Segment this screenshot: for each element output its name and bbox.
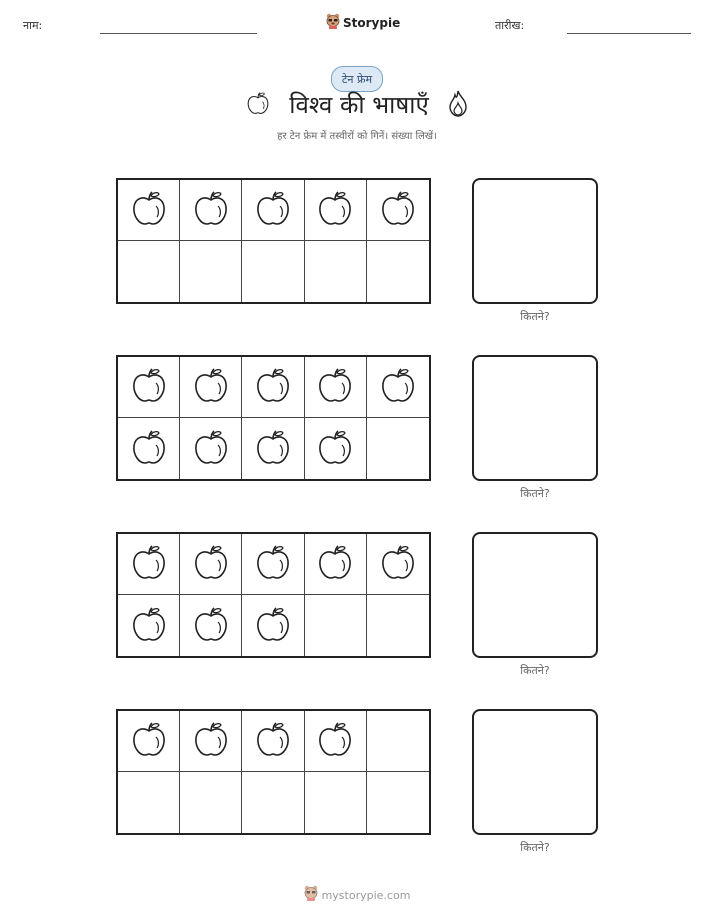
ten-frame	[116, 355, 431, 481]
flame-icon	[447, 89, 469, 121]
ten-frame-cell	[367, 241, 429, 302]
ten-frame-cell	[305, 357, 367, 418]
ten-frame-cell	[118, 418, 180, 479]
ten-frame	[116, 178, 431, 304]
ten-frame-cell	[305, 180, 367, 241]
apple-icon	[253, 719, 293, 763]
ten-frame-cell	[180, 241, 242, 302]
ten-frame-cell	[180, 357, 242, 418]
ten-frame-cell	[118, 357, 180, 418]
ten-frame-cell	[180, 534, 242, 595]
ten-frame-cell	[118, 241, 180, 302]
ten-frame-cell	[305, 772, 367, 833]
ten-frame-cell	[305, 418, 367, 479]
apple-icon	[191, 542, 231, 586]
ten-frame-cell	[367, 772, 429, 833]
apple-icon	[378, 542, 418, 586]
apple-icon	[191, 719, 231, 763]
footer-url[interactable]: mystorypie.com	[321, 888, 411, 902]
name-line[interactable]	[100, 33, 257, 34]
ten-frame-cell	[118, 180, 180, 241]
page-title: विश्व की भाषाएँ	[289, 91, 429, 119]
apple-icon	[191, 365, 231, 409]
ten-frame-cell	[242, 180, 304, 241]
ten-frame-cell	[180, 595, 242, 656]
apple-icon	[191, 427, 231, 471]
answer-box[interactable]	[472, 355, 598, 481]
apple-icon	[253, 365, 293, 409]
apple-icon	[129, 542, 169, 586]
apple-icon	[378, 365, 418, 409]
title-row	[0, 88, 714, 121]
apple-icon	[315, 427, 355, 471]
storypie-logo-icon	[326, 13, 340, 33]
answer-label: कितने?	[520, 841, 550, 854]
ten-frame-cell	[367, 534, 429, 595]
storypie-logo-icon	[304, 885, 318, 905]
ten-frame-cell	[118, 772, 180, 833]
ten-frame-cell	[118, 534, 180, 595]
apple-icon	[378, 188, 418, 232]
apple-icon	[253, 427, 293, 471]
apple-icon	[129, 604, 169, 648]
ten-frame	[116, 709, 431, 835]
apple-icon	[129, 719, 169, 763]
ten-frame-cell	[242, 772, 304, 833]
apple-icon	[253, 604, 293, 648]
ten-frame-cell	[242, 241, 304, 302]
answer-box[interactable]	[472, 532, 598, 658]
apple-icon	[129, 188, 169, 232]
brand-name: Storypie	[343, 16, 401, 30]
date-line[interactable]	[567, 33, 691, 34]
apple-icon	[129, 365, 169, 409]
ten-frame-cell	[180, 418, 242, 479]
ten-frame-cell	[180, 711, 242, 772]
name-label: नाम:	[23, 19, 43, 32]
ten-frame-cell	[367, 711, 429, 772]
apple-icon	[253, 188, 293, 232]
answer-box[interactable]	[472, 178, 598, 304]
ten-frame-cell	[367, 357, 429, 418]
apple-icon	[315, 719, 355, 763]
apple-icon	[315, 542, 355, 586]
apple-icon	[253, 542, 293, 586]
answer-label: कितने?	[520, 487, 550, 500]
ten-frame-cell	[180, 772, 242, 833]
apple-icon	[129, 427, 169, 471]
ten-frame-cell	[305, 534, 367, 595]
answer-label: कितने?	[520, 310, 550, 323]
ten-frame-cell	[242, 534, 304, 595]
ten-frame-cell	[118, 711, 180, 772]
answer-label: कितने?	[520, 664, 550, 677]
ten-frame-cell	[367, 418, 429, 479]
ten-frame-cell	[305, 595, 367, 656]
apple-icon	[191, 188, 231, 232]
brand-logo	[326, 13, 400, 33]
answer-box[interactable]	[472, 709, 598, 835]
ten-frame	[116, 532, 431, 658]
apple-icon	[315, 188, 355, 232]
apple-icon	[191, 604, 231, 648]
date-label: तारीख:	[495, 19, 525, 32]
ten-frame-cell	[305, 711, 367, 772]
topic-badge: टेन फ्रेम	[331, 66, 383, 92]
footer	[0, 885, 714, 905]
ten-frame-cell	[180, 180, 242, 241]
apple-icon	[245, 90, 271, 120]
ten-frame-cell	[367, 180, 429, 241]
ten-frame-cell	[242, 418, 304, 479]
ten-frame-cell	[118, 595, 180, 656]
instructions: हर टेन फ्रेम में तस्वीरों को गिनें। संख्या लिखें।	[277, 131, 437, 142]
ten-frame-cell	[242, 357, 304, 418]
ten-frame-cell	[305, 241, 367, 302]
ten-frame-cell	[242, 595, 304, 656]
apple-icon	[315, 365, 355, 409]
ten-frame-cell	[367, 595, 429, 656]
ten-frame-cell	[242, 711, 304, 772]
